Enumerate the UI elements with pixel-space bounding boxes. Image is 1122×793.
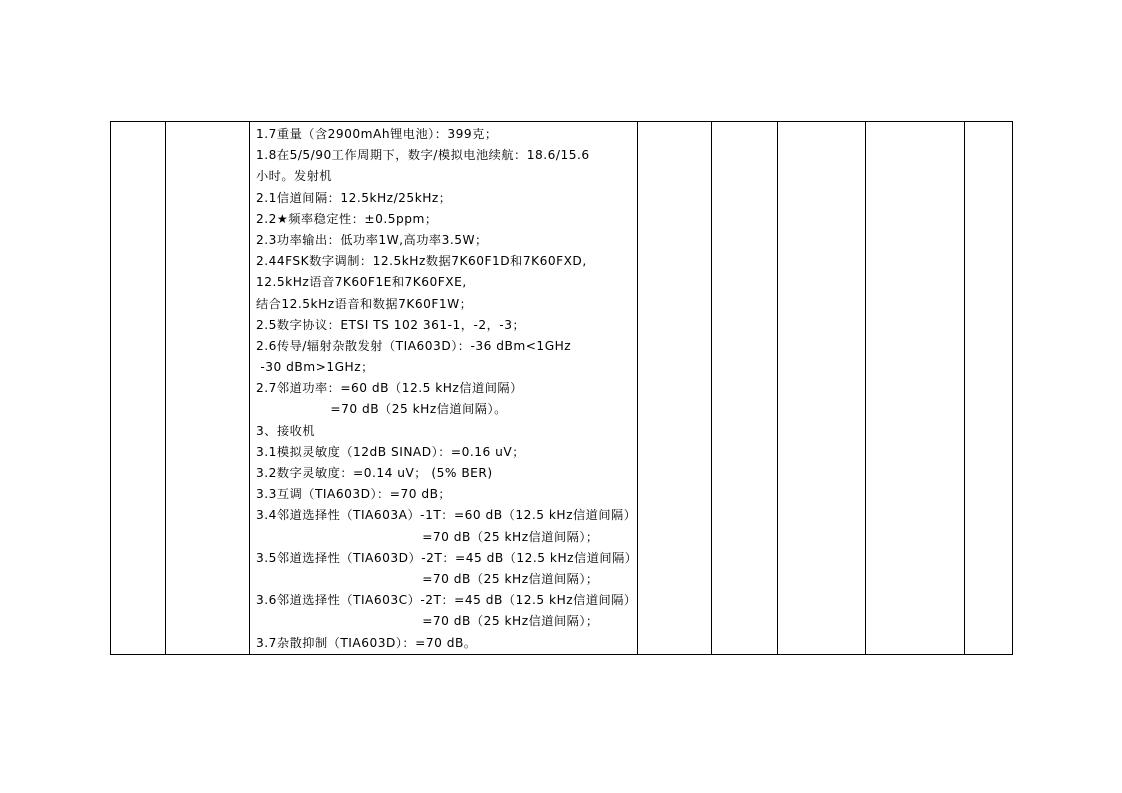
- spec-line: 2.1信道间隔：12.5kHz/25kHz；: [256, 190, 452, 205]
- cell-empty-8: [965, 122, 1013, 655]
- cell-empty-6: [778, 122, 866, 655]
- spec-line: 结合12.5kHz语音和数据7K60F1W；: [256, 296, 473, 311]
- spec-line: 小时。发射机: [256, 169, 333, 184]
- spec-line: -30 dBm>1GHz；: [256, 360, 374, 375]
- spec-line: 3.3互调（TIA603D）：=70 dB；: [256, 487, 452, 502]
- table-row: [111, 122, 1013, 655]
- spec-line: 3、接收机: [256, 423, 316, 438]
- spec-line: 3.7杂散抑制（TIA603D）：=70 dB。: [256, 635, 477, 650]
- cell-item-name: [166, 122, 250, 655]
- spec-line: =70 dB（25 kHz信道间隔）；: [256, 614, 599, 629]
- spec-line: =70 dB（25 kHz信道间隔）。: [256, 402, 507, 417]
- spec-line: 3.5邻道选择性（TIA603D）-2T：=45 dB（12.5 kHz信道间隔）: [256, 550, 637, 565]
- spec-line: 2.5数字协议：ETSI TS 102 361-1，-2，-3；: [256, 317, 526, 332]
- spec-line: 3.6邻道选择性（TIA603C）-2T：=45 dB（12.5 kHz信道间隔）: [256, 593, 637, 608]
- cell-empty-5: [712, 122, 778, 655]
- spec-line: 3.2数字灵敏度：=0.14 uV； (5% BER): [256, 466, 493, 480]
- spec-line: 2.6传导/辐射杂散发射（TIA603D）：-36 dBm<1GHz: [256, 338, 572, 353]
- cell-empty-4: [638, 122, 712, 655]
- spec-lines: [250, 122, 637, 654]
- spec-line: 2.2★频率稳定性：±0.5ppm；: [256, 211, 438, 226]
- spec-line: =70 dB（25 kHz信道间隔）；: [256, 571, 599, 586]
- spec-line: 2.7邻道功率：=60 dB（12.5 kHz信道间隔）: [256, 381, 523, 396]
- spec-line: 1.7重量（含2900mAh锂电池）：399克；: [256, 127, 498, 141]
- spec-line: 2.3功率输出：低功率1W,高功率3.5W；: [256, 232, 488, 247]
- spec-table: [110, 121, 1013, 655]
- cell-empty-7: [866, 122, 965, 655]
- spec-line: =70 dB（25 kHz信道间隔）；: [256, 529, 599, 544]
- spec-line: 3.1模拟灵敏度（12dB SINAD）：=0.16 uV；: [256, 444, 525, 459]
- spec-line: 12.5kHz语音7K60F1E和7K60FXE,: [256, 275, 467, 290]
- cell-index: [111, 122, 166, 655]
- spec-line: 2.44FSK数字调制：12.5kHz数据7K60F1D和7K60FXD,: [256, 254, 587, 269]
- spec-line: 1.8在5/5/90工作周期下，数字/模拟电池续航：18.6/15.6: [256, 148, 590, 163]
- cell-spec-content: [250, 122, 638, 655]
- spec-line: 3.4邻道选择性（TIA603A）-1T：=60 dB（12.5 kHz信道间隔）: [256, 508, 637, 523]
